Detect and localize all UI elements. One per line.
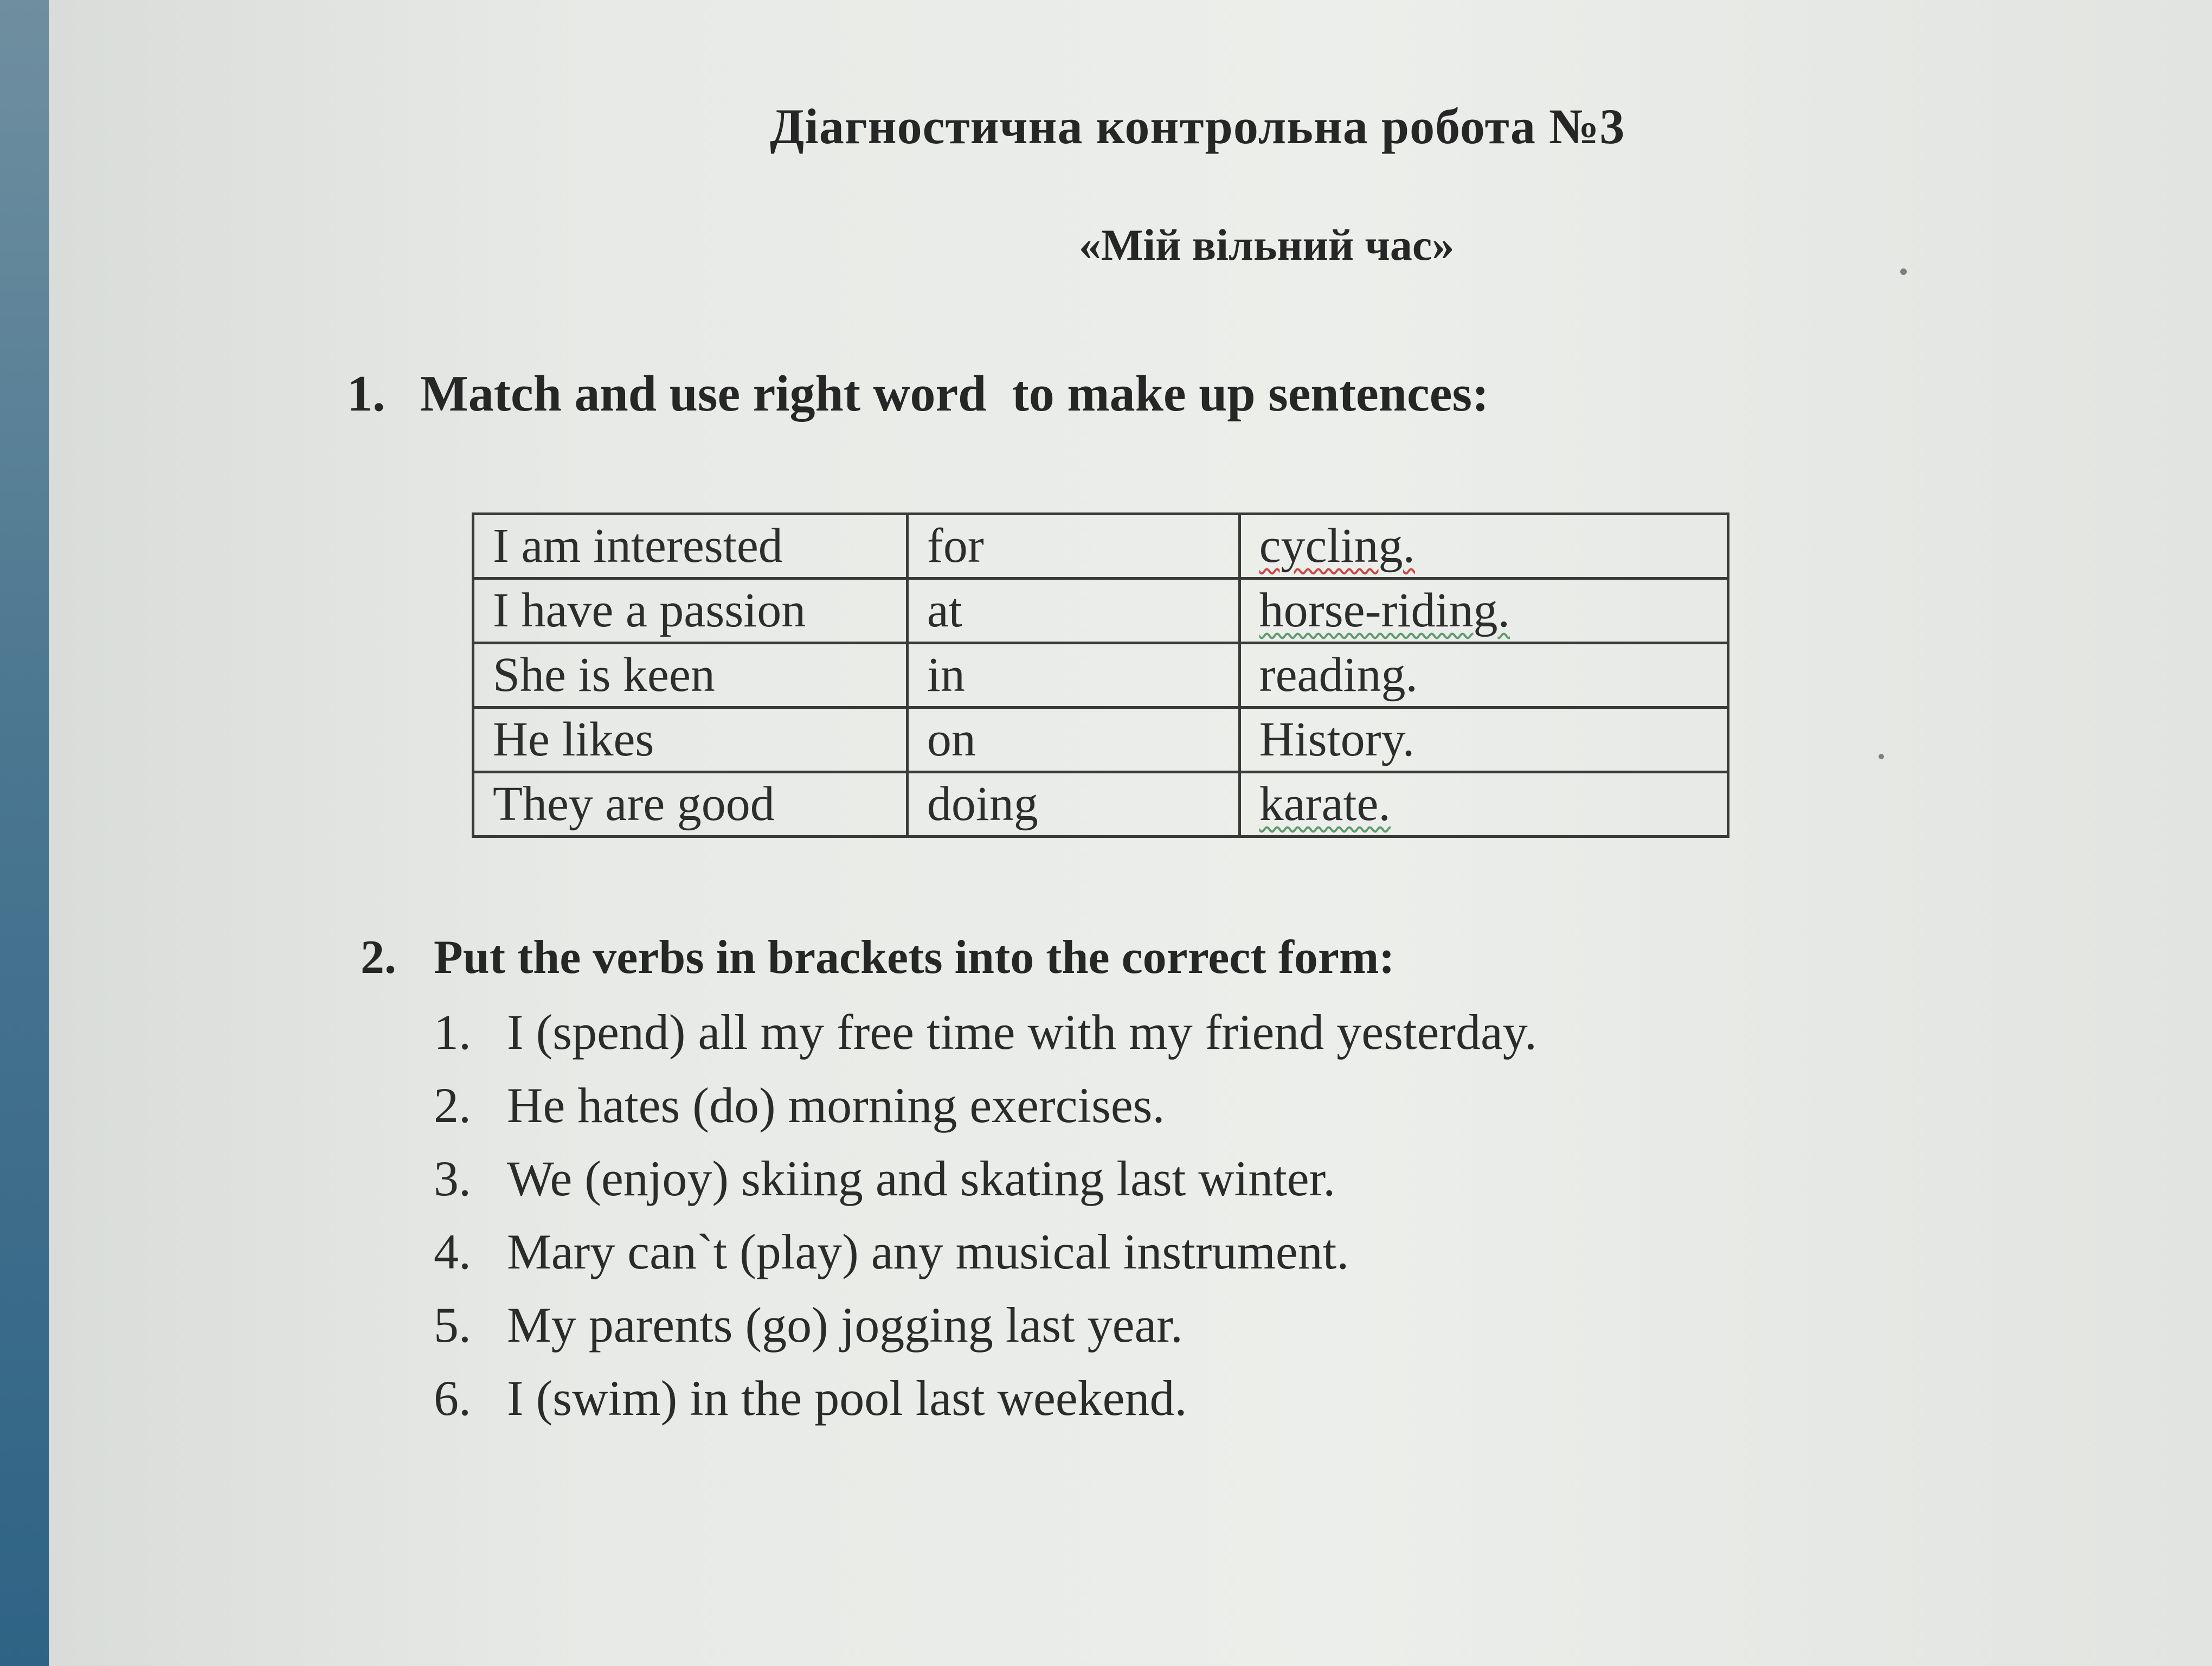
table-cell: on — [907, 708, 1239, 772]
list-item-number: 1. — [434, 1004, 471, 1060]
document-subtitle: «Мій вільний час» — [1079, 220, 1455, 270]
table-cell: History. — [1239, 708, 1728, 772]
table-cell: doing — [907, 772, 1239, 837]
list-item-text: He hates (do) morning exercises. — [507, 1078, 1165, 1133]
table-cell — [1239, 772, 1728, 837]
list-item-number: 2. — [434, 1078, 471, 1133]
list-item — [434, 1150, 1537, 1223]
task-1-instruction: Match and use right word to make up sentences: — [420, 366, 1489, 422]
table-row — [473, 643, 1728, 708]
list-item — [434, 1296, 1537, 1369]
speck-mark — [1879, 754, 1884, 759]
table-cell — [1239, 514, 1728, 579]
table-cell: They are good — [473, 772, 908, 837]
table-row — [473, 514, 1728, 579]
list-item-text: I (swim) in the pool last weekend. — [507, 1370, 1187, 1426]
table-cell: at — [907, 579, 1239, 643]
task-2-instruction: Put the verbs in brackets into the correct form: — [434, 931, 1395, 984]
screen-bezel — [0, 0, 49, 1666]
list-item — [434, 1223, 1537, 1296]
list-item-number: 6. — [434, 1370, 471, 1426]
table-row — [473, 579, 1728, 643]
table-row — [473, 772, 1728, 837]
table-cell: in — [907, 643, 1239, 708]
table-cell — [1239, 579, 1728, 643]
list-item-number: 4. — [434, 1224, 471, 1279]
grammar-underlined-text: karate. — [1259, 777, 1391, 831]
list-item — [434, 1077, 1537, 1150]
grammar-underlined-text: horse-riding. — [1259, 584, 1510, 637]
task-2-heading — [361, 930, 1395, 985]
match-table — [472, 512, 1729, 838]
list-item-text: I (spend) all my free time with my friend yesterday. — [507, 1004, 1537, 1060]
list-item-number: 5. — [434, 1297, 471, 1353]
table-cell: reading. — [1239, 643, 1728, 708]
list-item — [434, 1003, 1537, 1077]
verb-exercise-list — [434, 1003, 1537, 1443]
table-row — [473, 708, 1728, 772]
list-item-number: 3. — [434, 1151, 471, 1206]
list-item-text: My parents (go) jogging last year. — [507, 1297, 1183, 1353]
table-cell: I am interested — [473, 514, 908, 579]
table-cell: She is keen — [473, 643, 908, 708]
list-item-text: We (enjoy) skiing and skating last winter. — [507, 1151, 1336, 1206]
table-cell: for — [907, 514, 1239, 579]
document-title: Діагностична контрольна робота №3 — [770, 99, 1625, 154]
list-item-text: Mary can`t (play) any musical instrument. — [507, 1224, 1349, 1279]
table-cell: I have a passion — [473, 579, 908, 643]
list-item — [434, 1369, 1537, 1443]
task-2-number: 2. — [361, 931, 396, 984]
task-1-number: 1. — [347, 366, 385, 422]
table-cell: He likes — [473, 708, 908, 772]
task-1-heading — [347, 364, 1489, 423]
spellcheck-underlined-text: cycling. — [1259, 519, 1416, 573]
speck-mark — [1900, 268, 1907, 275]
